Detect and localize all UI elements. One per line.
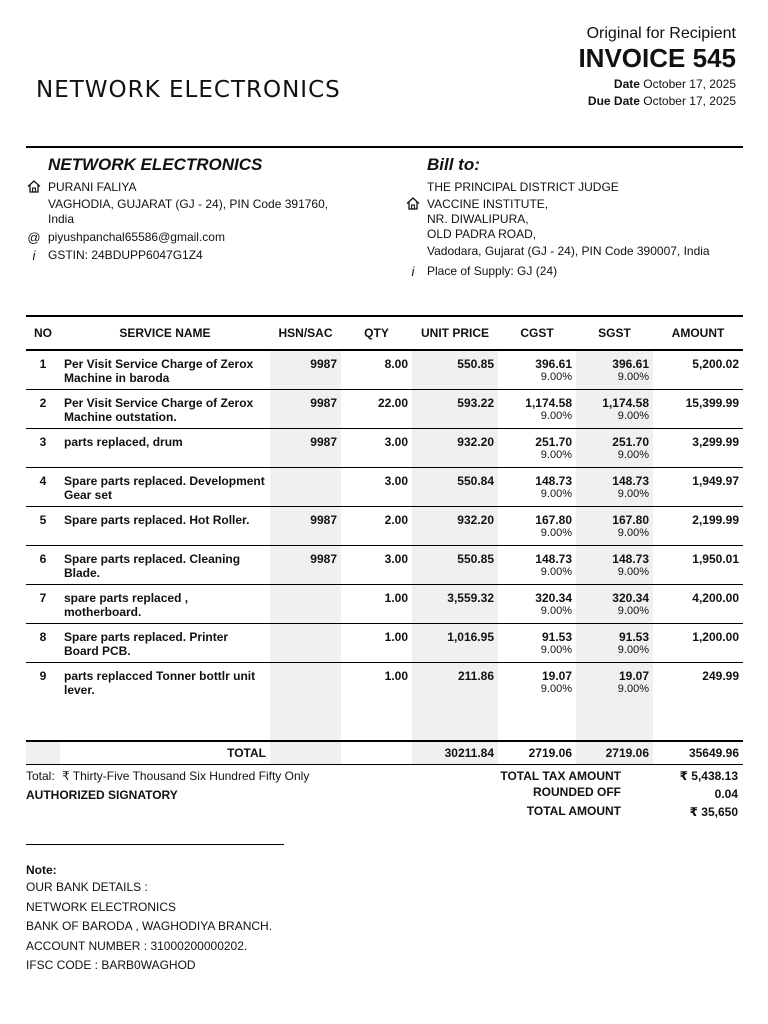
row-hsn: 9987 [270, 350, 341, 390]
company-logo: NETWORK ELECTRONICS [36, 77, 341, 103]
row-qty: 8.00 [341, 350, 412, 390]
col-unit-price: UNIT PRICE [412, 316, 498, 350]
row-unit-price: 550.85 [412, 546, 498, 585]
row-no: 2 [26, 390, 60, 429]
date-label: Date [613, 77, 640, 91]
row-sgst-value: 19.07 [618, 669, 649, 683]
row-cgst-value: 91.53 [541, 630, 572, 644]
row-cgst-rate: 9.00% [540, 410, 572, 422]
row-cgst [498, 507, 576, 546]
table-total-row [26, 741, 743, 765]
row-sgst-rate: 9.00% [617, 371, 649, 383]
row-cgst-rate: 9.00% [540, 527, 572, 539]
home-icon [26, 180, 42, 196]
row-unit-price: 932.20 [412, 507, 498, 546]
bill-to-title: Bill to: [427, 155, 480, 174]
row-cgst-rate: 9.00% [540, 449, 572, 461]
row-sgst [576, 390, 653, 429]
seller-block [26, 157, 366, 263]
row-qty: 3.00 [341, 546, 412, 585]
row-sgst-value: 396.61 [612, 357, 649, 371]
round-label: ROUNDED OFF [533, 785, 621, 799]
row-service-name: Spare parts replaced. Printer Board PCB. [60, 624, 270, 663]
row-sgst-rate: 9.00% [617, 683, 649, 695]
due-date [588, 94, 736, 108]
signature-line [26, 844, 284, 845]
row-sgst [576, 507, 653, 546]
row-cgst [498, 350, 576, 390]
seller-address-line1: PURANI FALIYA [48, 180, 137, 194]
row-no: 3 [26, 429, 60, 468]
row-cgst [498, 390, 576, 429]
row-cgst-rate: 9.00% [540, 371, 572, 383]
row-unit-price: 593.22 [412, 390, 498, 429]
row-qty: 1.00 [341, 624, 412, 663]
table-row [26, 546, 743, 585]
row-sgst [576, 429, 653, 468]
row-no: 4 [26, 468, 60, 507]
col-amount: AMOUNT [653, 316, 743, 350]
row-sgst [576, 546, 653, 585]
row-cgst-rate: 9.00% [540, 605, 572, 617]
seller-address-line2: VAGHODIA, GUJARAT (GJ - 24), PIN Code 391760, [48, 197, 329, 211]
seller-title: NETWORK ELECTRONICS [48, 155, 263, 174]
row-service-name: Spare parts replaced. Cleaning Blade. [60, 546, 270, 585]
row-unit-price: 211.86 [412, 663, 498, 741]
authorized-signatory: AUTHORIZED SIGNATORY [26, 788, 178, 802]
row-no: 6 [26, 546, 60, 585]
row-sgst [576, 350, 653, 390]
row-sgst-rate: 9.00% [617, 644, 649, 656]
row-sgst-rate: 9.00% [617, 449, 649, 461]
row-sgst-rate: 9.00% [617, 566, 649, 578]
row-amount: 2,199.99 [653, 507, 743, 546]
due-date-label: Due Date [587, 94, 640, 108]
row-cgst-rate: 9.00% [540, 566, 572, 578]
row-cgst [498, 468, 576, 507]
row-cgst-value: 320.34 [535, 591, 572, 605]
row-sgst [576, 663, 653, 741]
row-hsn [270, 624, 341, 663]
seller-email-row [26, 230, 366, 245]
row-cgst [498, 585, 576, 624]
row-sgst-value: 91.53 [618, 630, 649, 644]
col-cgst: CGST [498, 316, 576, 350]
row-hsn: 9987 [270, 546, 341, 585]
col-qty: QTY [341, 316, 412, 350]
row-sgst-value: 148.73 [612, 552, 649, 566]
row-sgst [576, 624, 653, 663]
row-cgst [498, 624, 576, 663]
due-date-value: October 17, 2025 [643, 94, 736, 108]
copy-label: Original for Recipient [586, 25, 736, 42]
row-cgst [498, 429, 576, 468]
row-cgst-rate: 9.00% [540, 644, 572, 656]
invoice-number: 545 [692, 43, 736, 73]
seller-gstin: GSTIN: 24BDUPP6047G1Z4 [48, 248, 203, 262]
header-divider [26, 146, 743, 148]
table-header-row [26, 316, 743, 350]
row-no: 1 [26, 350, 60, 390]
row-cgst [498, 546, 576, 585]
seller-gstin-row [26, 248, 366, 263]
row-service-name: Per Visit Service Charge of Zerox Machine in baroda [60, 350, 270, 390]
row-service-name: spare parts replaced , motherboard. [60, 585, 270, 624]
invoice-date [614, 77, 736, 91]
row-qty: 3.00 [341, 429, 412, 468]
row-cgst-rate: 9.00% [540, 488, 572, 500]
table-row [26, 468, 743, 507]
row-cgst-rate: 9.00% [540, 683, 572, 695]
total-amount-value: ₹ 35,650 [689, 805, 738, 819]
total-cgst: 2719.06 [498, 741, 576, 765]
total-sgst: 2719.06 [576, 741, 653, 765]
words-value: ₹ Thirty-Five Thousand Six Hundred Fifty Only [62, 769, 310, 783]
row-sgst-value: 320.34 [612, 591, 649, 605]
row-unit-price: 3,559.32 [412, 585, 498, 624]
row-cgst-value: 148.73 [535, 552, 572, 566]
row-sgst-rate: 9.00% [617, 527, 649, 539]
row-hsn [270, 663, 341, 741]
row-service-name: parts replacced Tonner bottlr unit lever. [60, 663, 270, 741]
round-value: 0.04 [714, 787, 738, 801]
row-cgst-value: 251.70 [535, 435, 572, 449]
row-unit-price: 550.84 [412, 468, 498, 507]
note-line: IFSC CODE : BARB0WAGHOD [26, 958, 196, 972]
col-sgst: SGST [576, 316, 653, 350]
total-label: TOTAL [60, 741, 270, 765]
row-no: 5 [26, 507, 60, 546]
row-sgst-rate: 9.00% [617, 410, 649, 422]
row-sgst [576, 468, 653, 507]
info-icon: i [411, 264, 415, 279]
row-hsn [270, 585, 341, 624]
place-of-supply: Place of Supply: GJ (24) [427, 264, 558, 278]
row-qty: 3.00 [341, 468, 412, 507]
note-line: BANK OF BARODA , WAGHODIYA BRANCH. [26, 919, 273, 933]
words-label: Total: [26, 769, 55, 783]
table-row [26, 350, 743, 390]
row-amount: 1,200.00 [653, 624, 743, 663]
row-sgst [576, 585, 653, 624]
row-cgst-value: 19.07 [541, 669, 572, 683]
row-qty: 2.00 [341, 507, 412, 546]
tax-value: ₹ 5,438.13 [679, 769, 738, 783]
row-service-name: parts replaced, drum [60, 429, 270, 468]
total-amount-label: TOTAL AMOUNT [526, 804, 621, 818]
note-line: ACCOUNT NUMBER : 31000200000202. [26, 938, 248, 953]
row-amount: 3,299.99 [653, 429, 743, 468]
invoice-header [0, 0, 768, 140]
row-service-name: Spare parts replaced. Hot Roller. [60, 507, 270, 546]
tax-label: TOTAL TAX AMOUNT [500, 769, 621, 783]
row-no: 8 [26, 624, 60, 663]
note-title: Note: [26, 863, 57, 877]
col-hsn: HSN/SAC [270, 316, 341, 350]
place-of-supply-row [405, 264, 745, 279]
row-service-name: Spare parts replaced. Development Gear set [60, 468, 270, 507]
row-hsn [270, 468, 341, 507]
table-row [26, 624, 743, 663]
row-service-name: Per Visit Service Charge of Zerox Machine outstation. [60, 390, 270, 429]
row-sgst-rate: 9.00% [617, 488, 649, 500]
invoice-title [578, 43, 736, 74]
total-price: 30211.84 [412, 741, 498, 765]
row-unit-price: 550.85 [412, 350, 498, 390]
table-row [26, 507, 743, 546]
note-section [26, 863, 272, 976]
row-cgst [498, 663, 576, 741]
row-sgst-value: 148.73 [612, 474, 649, 488]
row-no: 9 [26, 663, 60, 741]
at-icon: @ [27, 230, 41, 245]
table-row [26, 663, 743, 741]
col-service-name: SERVICE NAME [60, 316, 270, 350]
seller-address-line3: India [48, 212, 75, 226]
buyer-address-line2: NR. DIWALIPURA, [427, 212, 529, 226]
row-cgst-value: 148.73 [535, 474, 572, 488]
home-icon [405, 197, 421, 213]
note-line: OUR BANK DETAILS : [26, 880, 148, 894]
row-cgst-value: 167.80 [535, 513, 572, 527]
row-amount: 1,949.97 [653, 468, 743, 507]
row-hsn: 9987 [270, 390, 341, 429]
col-no: NO [26, 316, 60, 350]
row-sgst-value: 167.80 [612, 513, 649, 527]
row-cgst-value: 396.61 [535, 357, 572, 371]
table-row [26, 585, 743, 624]
row-unit-price: 1,016.95 [412, 624, 498, 663]
row-sgst-rate: 9.00% [617, 605, 649, 617]
note-line: NETWORK ELECTRONICS [26, 899, 177, 914]
row-amount: 4,200.00 [653, 585, 743, 624]
row-qty: 1.00 [341, 585, 412, 624]
info-icon: i [32, 248, 36, 263]
row-amount: 249.99 [653, 663, 743, 741]
buyer-name: THE PRINCIPAL DISTRICT JUDGE [427, 180, 619, 194]
row-no: 7 [26, 585, 60, 624]
total-amount: 35649.96 [653, 741, 743, 765]
buyer-block [405, 157, 745, 279]
buyer-address [405, 197, 745, 259]
row-amount: 15,399.99 [653, 390, 743, 429]
buyer-address-line3: OLD PADRA ROAD, [427, 227, 537, 241]
row-amount: 1,950.01 [653, 546, 743, 585]
table-row [26, 390, 743, 429]
row-hsn: 9987 [270, 507, 341, 546]
buyer-address-line1: VACCINE INSTITUTE, [427, 197, 549, 211]
row-hsn: 9987 [270, 429, 341, 468]
row-sgst-value: 251.70 [612, 435, 649, 449]
invoice-label: INVOICE [578, 43, 686, 73]
row-qty: 22.00 [341, 390, 412, 429]
seller-email: piyushpanchal65586@gmail.com [48, 230, 225, 244]
buyer-address-line4: Vadodara, Gujarat (GJ - 24), PIN Code 390007, India [427, 244, 710, 258]
row-cgst-value: 1,174.58 [525, 396, 572, 410]
date-value: October 17, 2025 [643, 77, 736, 91]
amount-in-words [26, 769, 309, 783]
row-sgst-value: 1,174.58 [602, 396, 649, 410]
items-table [26, 316, 743, 765]
row-amount: 5,200.02 [653, 350, 743, 390]
row-unit-price: 932.20 [412, 429, 498, 468]
row-qty: 1.00 [341, 663, 412, 741]
table-row [26, 429, 743, 468]
seller-address [26, 180, 366, 227]
